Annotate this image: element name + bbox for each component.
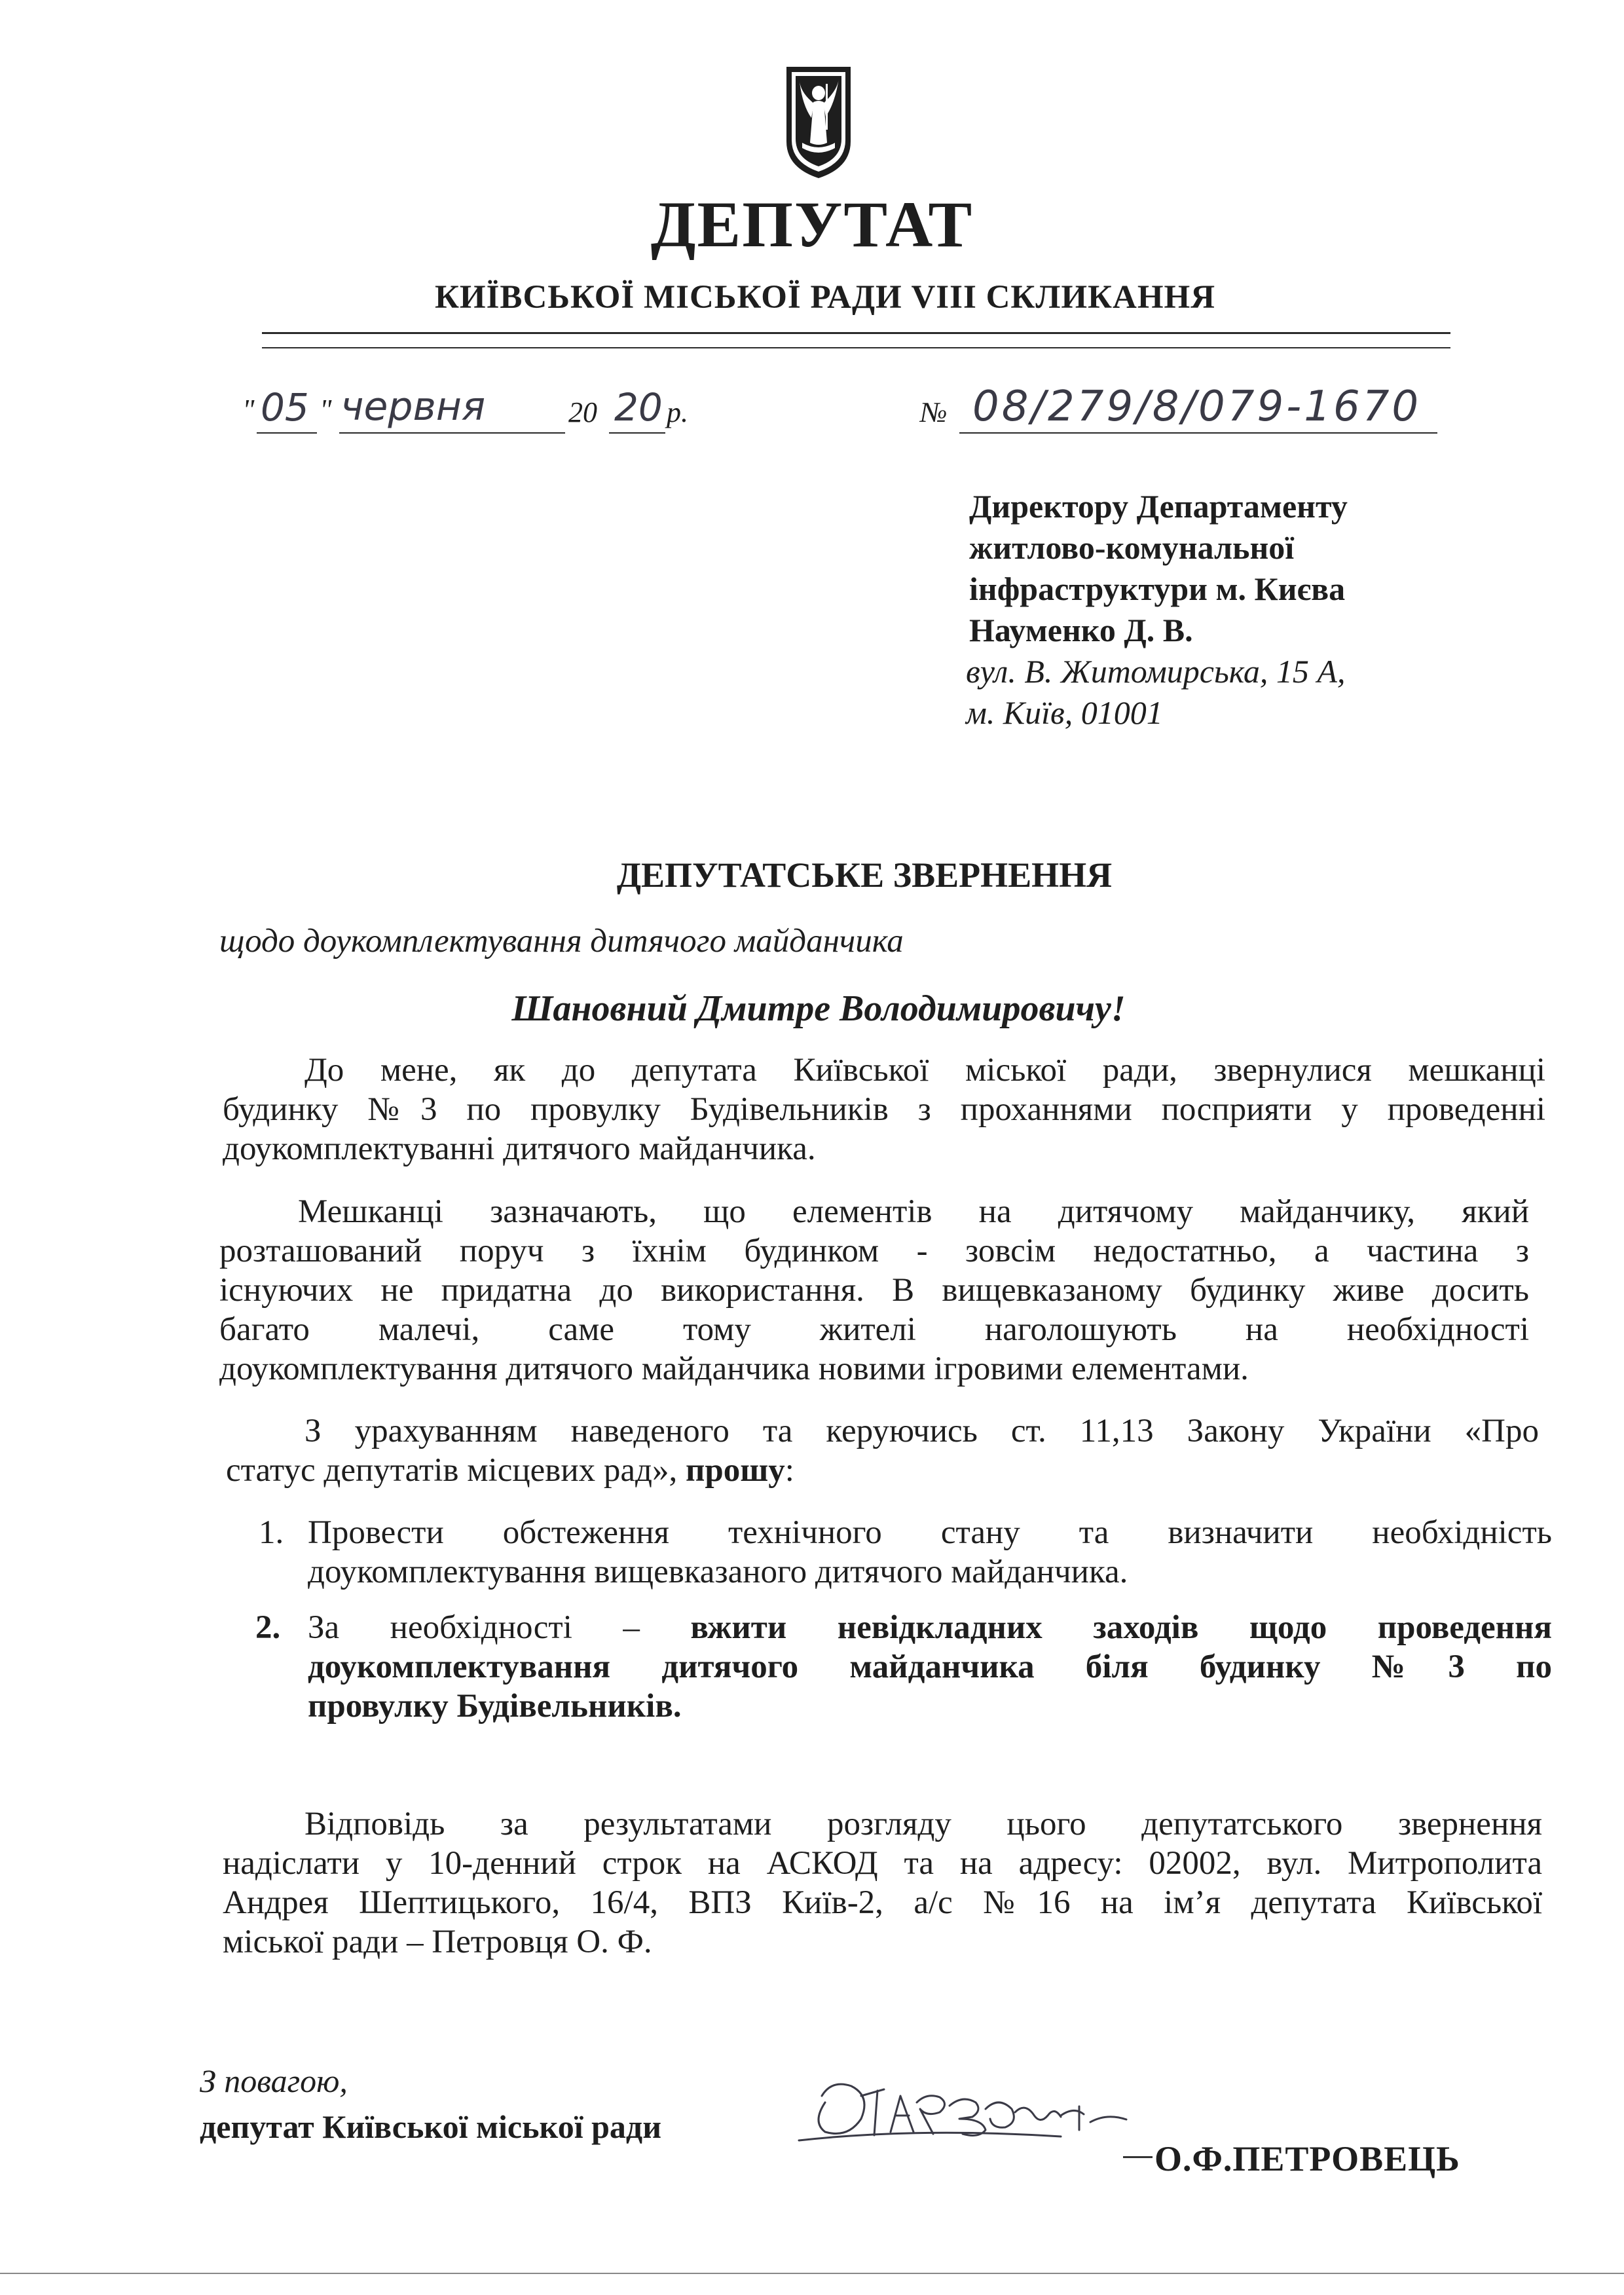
appeal-title: ДЕПУТАТСЬКЕ ЗВЕРНЕННЯ [616, 855, 1113, 895]
date-month-underline [339, 432, 565, 434]
date-year-prefix: 20 [568, 396, 597, 428]
addressee-name: Науменко Д. В. [969, 612, 1193, 648]
paragraph-line: існуючих не придатна до використання. В вищевказаному будинку живе досить [219, 1272, 1529, 1309]
kyiv-emblem-icon [783, 64, 855, 181]
date-quote-close: " [320, 394, 332, 426]
paragraph-line: Мешканці зазначають, що елементів на дитячому майданчику, який [298, 1193, 1529, 1230]
addressee-street: вул. В. Житомирська, 15 А, [966, 653, 1346, 690]
list-item-line: Провести обстеження технічного стану та визначити необхідність [308, 1514, 1552, 1551]
list-item-line [308, 1608, 1552, 1647]
list-item-line: доукомплектування дитячого майданчика біля будинку №3 по [308, 1649, 1552, 1685]
addressee-block [966, 486, 1559, 734]
paragraph-line: міської ради – Петровця О. Ф. [223, 1924, 652, 1960]
addressee-line: Директору Департаменту [969, 488, 1348, 525]
number-sign: № [920, 396, 948, 428]
handwritten-signature [786, 2057, 1153, 2155]
list-item-line: провулку Будівельників. [308, 1688, 682, 1725]
date-day: 05 [261, 385, 309, 430]
paragraph-line: будинку №3 по провулку Будівельників з проханнями посприяти у проведенні [223, 1091, 1545, 1128]
date-day-underline [257, 432, 317, 434]
signature-dash [1123, 2156, 1153, 2158]
paragraph-text: : [784, 1452, 794, 1489]
appeal-subject: щодо доукомплектування дитячого майданчика [219, 923, 904, 960]
signer-title: депутат Київської міської ради [200, 2108, 662, 2145]
paragraph-line: доукомплектуванні дитячого майданчика. [223, 1130, 816, 1167]
date-suffix: р. [667, 396, 688, 428]
addressee-line: житлово-комунальної [969, 529, 1295, 566]
addressee-city: м. Київ, 01001 [966, 694, 1163, 731]
paragraph-line: Відповідь за результатами розгляду цього депутатського звернення [304, 1806, 1542, 1842]
date-month: червня [341, 384, 486, 430]
paragraph-line [226, 1451, 1536, 1490]
page-bottom-edge [0, 2273, 1624, 2274]
addressee-line: інфраструктури м. Києва [969, 570, 1346, 607]
paragraph-line: багато малечі, саме тому жителі наголошують на необхідності [219, 1311, 1529, 1348]
list-item-lead: За необхідності – [308, 1609, 691, 1646]
paragraph-line: доукомплектування дитячого майданчика новими ігровими елементами. [219, 1351, 1249, 1387]
date-year-underline [609, 432, 665, 434]
date-quote-open: " [242, 394, 255, 426]
closing-regards: З повагою, [200, 2062, 348, 2099]
salutation: Шановний Дмитре Володимировичу! [511, 988, 1126, 1029]
request-keyword: прошу [685, 1452, 785, 1489]
letterhead-divider-thin [262, 347, 1450, 348]
signer-name: О.Ф.ПЕТРОВЕЦЬ [1154, 2139, 1460, 2178]
letterhead-subtitle: КИЇВСЬКОЇ МІСЬКОЇ РАДИ VIII СКЛИКАННЯ [434, 279, 1216, 316]
number-underline [959, 432, 1437, 434]
list-item-number: 1. [259, 1514, 284, 1551]
document-date [242, 386, 714, 445]
paragraph-line: розташований поруч з їхнім будинком - зовсім недостатньо, а частина з [219, 1233, 1529, 1269]
list-item-line: доукомплектування вищевказаного дитячого майданчика. [308, 1554, 1128, 1590]
paragraph-line: До мене, як до депутата Київської міської ради, звернулися мешканці [304, 1052, 1545, 1089]
paragraph-line: надіслати у 10-денний строк на АСКОД та на адресу: 02002, вул. Митрополита [223, 1845, 1542, 1882]
paragraph-line: Андрея Шептицького, 16/4, ВПЗ Київ-2, а/с №16 на ім’я депутата Київської [223, 1884, 1542, 1921]
letterhead-divider [262, 332, 1450, 334]
paragraph-line: З урахуванням наведеного та керуючись ст. 11,13 Закону України «Про [304, 1413, 1539, 1449]
date-year: 20 [614, 385, 663, 430]
paragraph-text: статус депутатів місцевих рад», [226, 1452, 686, 1489]
list-item-number: 2. [255, 1609, 281, 1646]
list-item-bold-text: вжити невідкладних заходів щодо проведення [690, 1609, 1552, 1646]
document-number [920, 382, 1457, 445]
letterhead-title: ДЕПУТАТ [650, 188, 974, 261]
number-value: 08/279/8/079-1670 [972, 382, 1422, 431]
